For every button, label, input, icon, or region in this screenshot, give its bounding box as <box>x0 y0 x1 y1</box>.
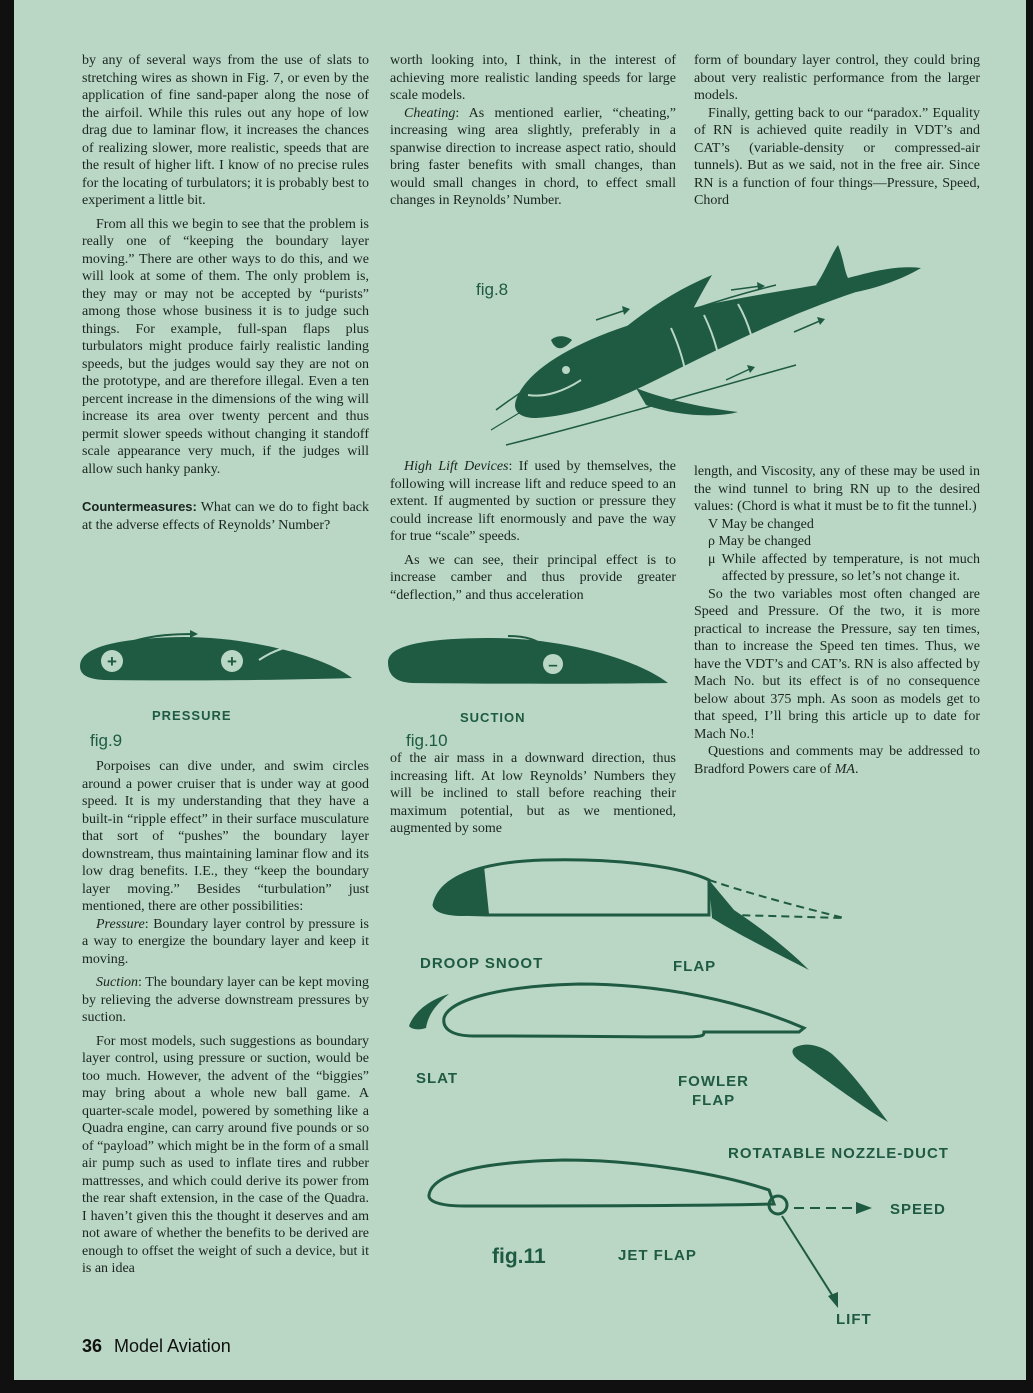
column-3-top <box>694 52 980 210</box>
page-footer <box>82 1336 231 1357</box>
paragraph: For most models, such suggestions as boundary layer control, using pressure or suction, would be too much. However, the advent of the “biggies” may bring about a whole new ball game. A quarter-scale model, powered by something like a Quadra engine, can carry around five pounds or so of “payload” which might be in the form of a small air pump such as used to inflate tires and rubber mattresses, and which could derive its power from the rear shaft extension, in the case of the Quadra. I haven’t given this the thought it deserves and am not aware of whether the benefits to be derived are enough to offset the weight of such a device, but it is an idea <box>82 1033 369 1276</box>
column-3-bottom <box>694 463 980 778</box>
countermeasures-text: What can we do to fight back at the adverse effects of Reynolds’ Number? <box>82 500 369 533</box>
paragraph: length, and Viscosity, any of these may be used in the wind tunnel to bring RN up to the desired values: (Chord is what it must be to fit the tunnel.) <box>694 464 980 514</box>
fowler-flap <box>792 1045 888 1122</box>
porpoise-flipper <box>636 388 738 415</box>
closing-period: . <box>854 761 859 777</box>
column-1-bottom <box>82 758 369 1278</box>
countermeasures-paragraph <box>82 498 369 534</box>
fowler-label: FOWLER <box>678 1073 749 1090</box>
plus-sign: + <box>227 652 237 671</box>
paragraph: Porpoises can dive under, and swim circles around a power cruiser that is under way at good speed. It is my understanding that they have a built-in “ripple effect” in their surface musculature that sort of “pushes” the boundary layer downstream, thus maintaining laminar flow and its low drag benefits. I.E., they “keep the boundary layer moving.” Besides “turbulation” just mentioned, there are other possibilities: <box>82 759 369 914</box>
droop-snoot-label: DROOP SNOOT <box>420 955 544 972</box>
density-line: ρ May be changed <box>708 534 812 549</box>
suction-text: : The boundary layer can be kept moving by relieving the adverse downstream pressures by suction. <box>82 975 369 1025</box>
slat-label: SLAT <box>416 1070 459 1087</box>
fig10-suction-diagram <box>382 628 672 688</box>
pressure-text: : Boundary layer control by pressure is a way to energize the boundary layer and keep it moving. <box>82 916 369 967</box>
paragraph: of the air mass in a downward direction, thus increasing lift. At low Reynolds’ Numbers they will be inclined to stall before reaching their maximum potential, but as we mentioned, augmented by some <box>390 751 676 836</box>
viscosity-line: μ While affected by temperature, is not much affected by pressure, so let’s not change it. <box>708 551 980 584</box>
suction-heading: Suction <box>96 975 138 990</box>
porpoise-eye <box>562 366 570 374</box>
high-lift-devices-heading: High Lift Devices <box>404 459 509 474</box>
porpoise-tail <box>816 245 921 292</box>
droop-snoot-nose <box>434 866 489 916</box>
page-number: 36 <box>82 1336 103 1356</box>
column-2-middle <box>390 458 676 604</box>
speed-label: SPEED <box>890 1201 946 1218</box>
magazine-page <box>14 0 1026 1380</box>
paragraph: From all this we begin to see that the problem is really one of “keeping the boundary layer moving.” There are other ways to do this, and we will look at some of them. The only problem is, they may or may not be accepted by “purists” among those whose business it is to judge such things. For example, full-span flaps plus turbulators might produce fairly realistic landing speeds, but the judges would say they are not on the prototype, and are therefore illegal. Even a ten percent increase in the dimensions of the wing will increase its area over twenty percent and thus permit slower speeds without changing it standoff scale appearance very much, if the judges will allow such hanky panky. <box>82 216 369 477</box>
pressure-heading: Pressure <box>96 916 145 932</box>
column-2-bottom <box>390 750 676 838</box>
deflected-flap <box>709 880 809 970</box>
plus-sign: + <box>107 652 117 671</box>
fig8-caption: fig.8 <box>476 280 509 299</box>
flow-arrow <box>596 310 626 320</box>
paragraph: Finally, getting back to our “paradox.” Equality of RN is achieved quite readily in VDT’s and CAT’s (variable-density or compressed-air tunnels). But as we said, not in the free air. Since RN is a function of four things—Pressure, Speed, Chord <box>694 105 980 208</box>
paragraph: So the two variables most often changed are Speed and Pressure. Of the two, it is more practical to increase the Pressure, say ten times, than to increase the Speed ten times. Thus, we have the VDT’s and CAT’s. RN is also affected by Mach No. but its effect is of no consequence below about 375 mph. As soon as models get to that speed, I’ll bring this article up to date for Mach No.! <box>694 586 980 742</box>
high-lift-devices-text: : If used by themselves, the following will increase lift and reduce speed to an extent. If augmented by suction or pressure they could increase lift enormously and pave the way for true “scale” speeds. <box>390 459 677 544</box>
cheating-text: : As mentioned earlier, “cheating,” increasing wing area slightly, preferably in a spanwise direction to increase aspect ratio, should bring faster benefits with small changes, than would small changes in chord, to effect small changes in Reynolds’ Number. <box>390 105 676 208</box>
cheating-heading: Cheating <box>404 105 456 121</box>
pressure-paragraph <box>82 916 369 969</box>
flow-arrow <box>794 320 822 332</box>
velocity-line: V May be changed <box>708 516 814 532</box>
paragraph: worth looking into, I think, in the interest of achieving more realistic landing speeds for large scale models. <box>390 53 676 103</box>
closing-text: Questions and comments may be addressed to Bradford Powers care of <box>694 744 980 777</box>
cheating-paragraph <box>390 105 676 210</box>
fig10-caption: fig.10 <box>406 731 448 750</box>
rotatable-nozzle-label: ROTATABLE NOZZLE-DUCT <box>728 1145 949 1162</box>
paragraph: form of boundary layer control, they could bring about very realistic performance from the larger models. <box>694 53 980 103</box>
closing-paragraph <box>694 743 980 778</box>
porpoise-flipper-top <box>551 336 572 348</box>
suction-paragraph <box>82 974 369 1027</box>
magazine-abbreviation: MA <box>834 761 855 777</box>
porpoise-body <box>515 268 906 418</box>
paragraph: As we can see, their principal effect is to increase camber and thus provide greater “deflection,” and thus acceleration <box>390 552 676 603</box>
pressure-label: PRESSURE <box>152 708 232 723</box>
fig9-pressure-diagram <box>74 628 364 688</box>
minus-sign: – <box>548 655 558 674</box>
suction-label: SUCTION <box>460 710 526 725</box>
jet-flap-airfoil <box>429 1160 774 1206</box>
magazine-name: Model Aviation <box>114 1336 231 1356</box>
column-1-top <box>82 52 369 534</box>
column-2-top <box>390 52 676 210</box>
suction-airfoil <box>388 638 668 684</box>
countermeasures-heading: Countermeasures: <box>82 499 197 514</box>
fig11-caption: fig.11 <box>492 1245 546 1268</box>
slat-airfoil <box>444 984 804 1037</box>
jet-flap-label: JET FLAP <box>618 1247 697 1264</box>
fowler-flap-label: FLAP <box>692 1092 736 1109</box>
fig9-caption: fig.9 <box>90 731 123 750</box>
flap-label: FLAP <box>673 958 717 975</box>
lift-arrow <box>782 1216 834 1298</box>
fig8-porpoise-illustration <box>476 240 936 450</box>
lift-label: LIFT <box>836 1311 872 1328</box>
paragraph: by any of several ways from the use of slats to stretching wires as shown in Fig. 7, or even by the application of fine sand-paper along the nose of the airfoil. While this rules out any hope of low drag due to laminar flow, it increases the chances of realizing slower, more realistic, speeds that are the result of higher lift. I know of no precise rules for the locating of turbulators; it is probably best to experiment a little bit. <box>82 53 369 208</box>
high-lift-devices-paragraph <box>390 458 676 546</box>
